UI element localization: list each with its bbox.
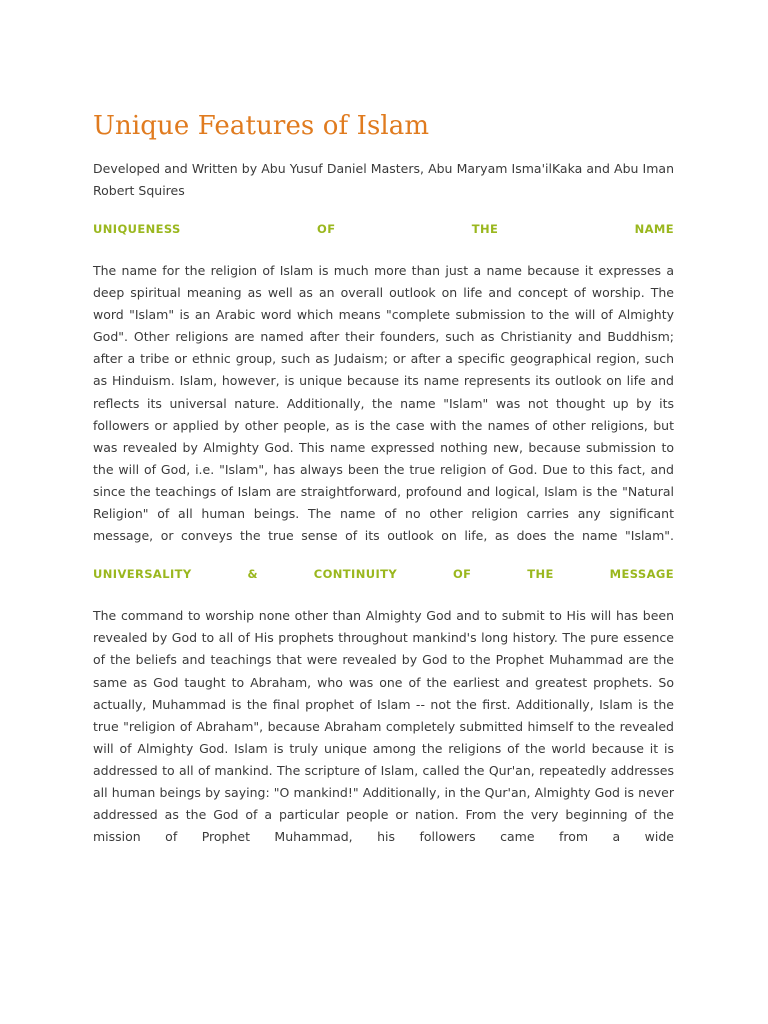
heading-word: OF [317,222,336,236]
heading-word: THE [527,567,554,582]
author-byline: Developed and Written by Abu Yusuf Daniel Masters, Abu Maryam Isma'ilKaka and Abu Iman Robert Squires [93,161,674,198]
heading-word: OF [452,567,472,582]
heading-word: THE [471,222,499,236]
document-title: Unique Features of Islam [93,111,430,141]
section-heading-uniqueness [93,219,674,239]
document-page [93,108,674,848]
heading-word: CONTINUITY [313,567,398,582]
heading-word: NAME [634,222,674,236]
section-paragraph-uniqueness: The name for the religion of Islam is much more than just a name because it expresses a deep spiritual meaning as well as an overall outlook on life and concept of worship. The word "Islam" is an Arabic word which means "complete submission to the will of Almighty God". Other religions are named after their founders, such as Christianity and Buddhism; after a tribe or ethnic group, such as Judaism; or after a specific geographical region, such as Hinduism. Islam, however, is unique because its name represents its outlook on life and reflects its universal nature. Additionally, the name "Islam" was not thought up by its followers or applied by other people, as is the case with the names of other religions, but was revealed by Almighty God. This name expressed nothing new, because submission to the will of God, i.e. "Islam", has always been the true religion of God. Due to this fact, and since the teachings of Islam are straightforward, profound and logical, Islam is the "Natural Religion" of all human beings. The name of no other religion carries any significant message, or conveys the true sense of its outlook on life, as does the name "Islam". [93,263,674,544]
section-paragraph-universality: The command to worship none other than Almighty God and to submit to His will has been revealed by God to all of His prophets throughout mankind's long history. The pure essence of the beliefs and teachings that were revealed by God to the Prophet Muhammad are the same as God taught to Abraham, who was one of the earliest and greatest prophets. So actually, Muhammad is the final prophet of Islam -- not the first. Additionally, Islam is the true "religion of Abraham", because Abraham completely submitted himself to the revealed will of Almighty God. Islam is truly unique among the religions of the world because it is addressed to all of mankind. The scripture of Islam, called the Qur'an, repeatedly addresses all human beings by saying: "O mankind!" Additionally, in the Qur'an, Almighty God is never addressed as the God of a particular people or nation. From the very beginning of the mission of Prophet Muhammad, his followers came from a wide [93,608,674,845]
heading-word: MESSAGE [609,567,674,582]
heading-word: UNIQUENESS [93,222,181,236]
heading-word: UNIVERSALITY [93,567,192,582]
heading-word: & [247,567,258,582]
section-heading-universality [93,564,674,584]
